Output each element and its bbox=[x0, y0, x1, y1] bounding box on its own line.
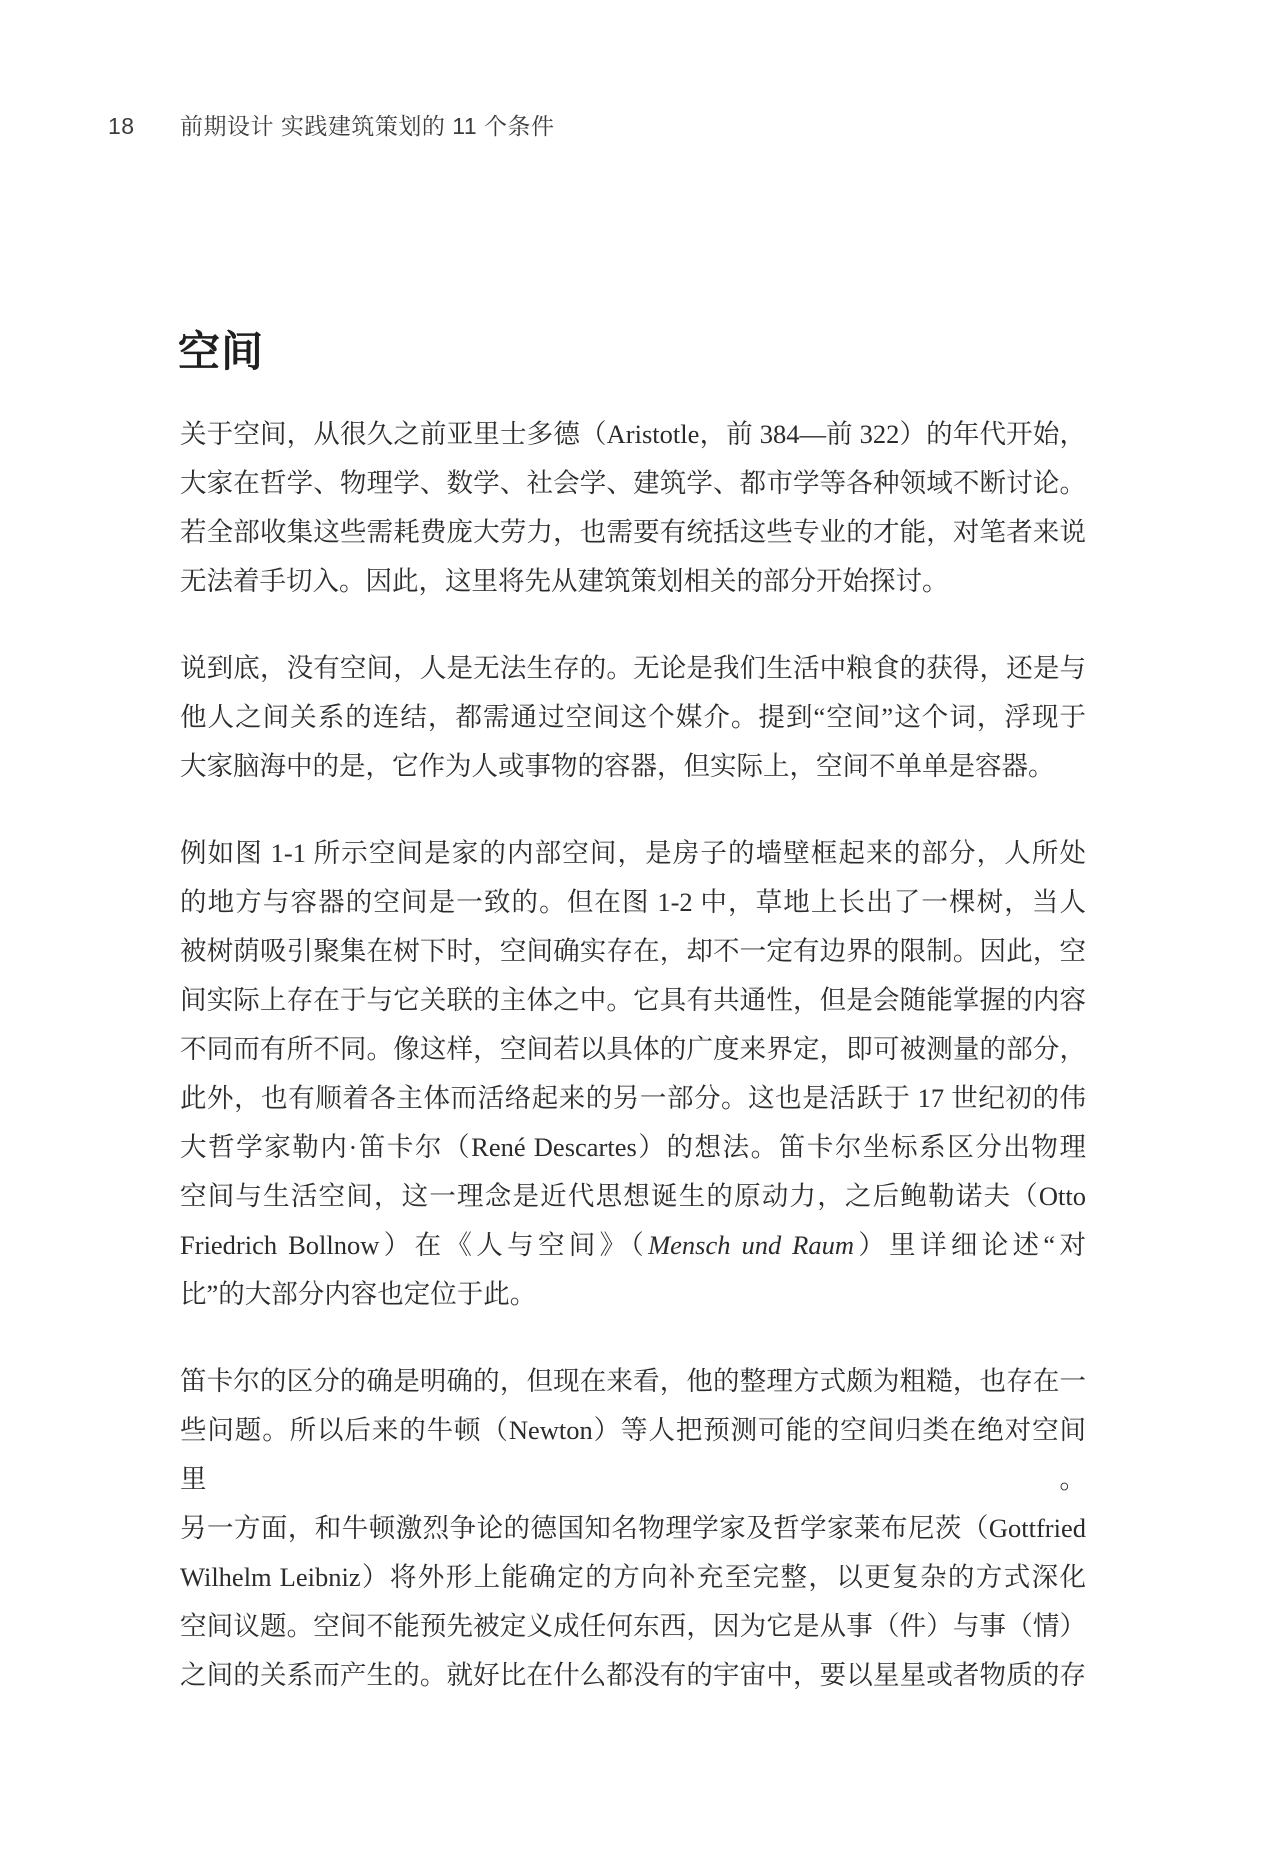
text-line: 空间与生活空间，这一理念是近代思想诞生的原动力，之后鲍勒诺夫（Otto bbox=[180, 1181, 1086, 1211]
text-run: ）里详细论述“对 bbox=[853, 1230, 1086, 1260]
text-line: 空间议题。空间不能预先被定义成任何东西，因为它是从事（件）与事（情） bbox=[180, 1611, 1086, 1641]
text-line: 比”的大部分内容也定位于此。 bbox=[180, 1279, 537, 1309]
paragraph-3 bbox=[180, 829, 1086, 1319]
text-line: 例如图 1-1 所示空间是家的内部空间，是房子的墙壁框起来的部分，人所处 bbox=[180, 838, 1086, 868]
body-text bbox=[180, 410, 1086, 1738]
text-line: 若全部收集这些需耗费庞大劳力，也需要有统括这些专业的才能，对笔者来说 bbox=[180, 517, 1086, 547]
text-line: 笛卡尔的区分的确是明确的，但现在来看，他的整理方式颇为粗糙，也存在一 bbox=[180, 1366, 1086, 1396]
text-line: 大哲学家勒内·笛卡尔（René Descartes）的想法。笛卡尔坐标系区分出物理 bbox=[180, 1132, 1086, 1162]
text-line: 另一方面，和牛顿激烈争论的德国知名物理学家及哲学家莱布尼茨（Gottfried bbox=[180, 1513, 1086, 1543]
text-line: 不同而有所不同。像这样，空间若以具体的广度来界定，即可被测量的部分， bbox=[180, 1034, 1086, 1064]
text-line: 大家在哲学、物理学、数学、社会学、建筑学、都市学等各种领域不断讨论。 bbox=[180, 468, 1086, 498]
text-line: 些问题。所以后来的牛顿（Newton）等人把预测可能的空间归类在绝对空间里。 bbox=[180, 1415, 1086, 1494]
paragraph-4 bbox=[180, 1357, 1086, 1700]
text-line: 之间的关系而产生的。就好比在什么都没有的宇宙中，要以星星或者物质的存 bbox=[180, 1660, 1086, 1690]
running-header bbox=[108, 112, 555, 140]
text-line: 被树荫吸引聚集在树下时，空间确实存在，却不一定有边界的限制。因此，空 bbox=[180, 936, 1086, 966]
text-line: 间实际上存在于与它关联的主体之中。它具有共通性，但是会随能掌握的内容 bbox=[180, 985, 1086, 1015]
text-line: 无法着手切入。因此，这里将先从建筑策划相关的部分开始探讨。 bbox=[180, 566, 949, 596]
text-line: 的地方与容器的空间是一致的。但在图 1-2 中，草地上长出了一棵树，当人 bbox=[180, 887, 1086, 917]
text-line: 他人之间关系的连结，都需通过空间这个媒介。提到“空间”这个词，浮现于 bbox=[180, 702, 1086, 732]
text-line: Wilhelm Leibniz）将外形上能确定的方向补充至完整，以更复杂的方式深化 bbox=[180, 1562, 1086, 1592]
text-line: 此外，也有顺着各主体而活络起来的另一部分。这也是活跃于 17 世纪初的伟 bbox=[180, 1083, 1086, 1113]
text-run: Friedrich Bollnow）在《人与空间》（ bbox=[180, 1230, 649, 1260]
italic-book-title: Mensch und Raum bbox=[648, 1230, 854, 1260]
page-number: 18 bbox=[108, 113, 135, 139]
text-line-with-italic bbox=[180, 1221, 1086, 1270]
text-line: 说到底，没有空间，人是无法生存的。无论是我们生活中粮食的获得，还是与 bbox=[180, 653, 1086, 683]
running-header-title: 前期设计 实践建筑策划的 11 个条件 bbox=[180, 113, 555, 139]
text-line: 大家脑海中的是，它作为人或事物的容器，但实际上，空间不单单是容器。 bbox=[180, 751, 1055, 781]
text-line: 关于空间，从很久之前亚里士多德（Aristotle，前 384—前 322）的年代开始， bbox=[180, 419, 1086, 449]
paragraph-2 bbox=[180, 644, 1086, 791]
paragraph-1 bbox=[180, 410, 1086, 606]
section-title: 空间 bbox=[178, 330, 265, 376]
